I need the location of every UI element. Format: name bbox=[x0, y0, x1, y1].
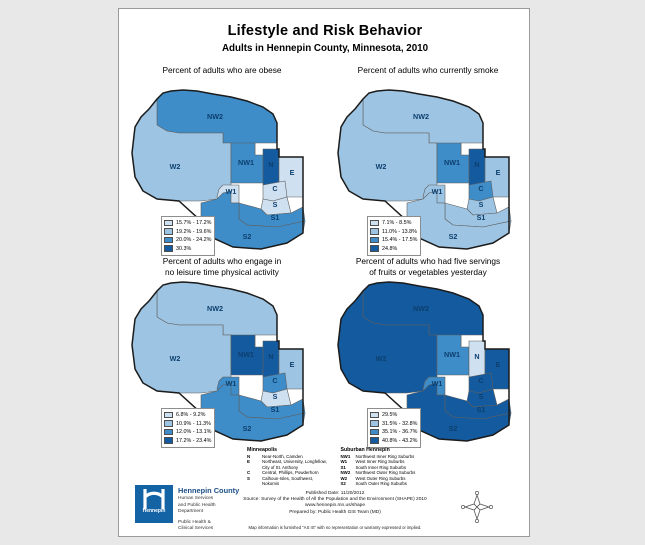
map-regions bbox=[119, 81, 325, 259]
data-source: Source: Survey of the Health of All the Population and the Environment (SHAPE) 2010 bbox=[243, 497, 427, 503]
disclaimer-text: Map information is furnished "AS IS" with no representation or warranty expressed or implied. bbox=[248, 525, 422, 530]
legend-row bbox=[164, 236, 211, 245]
region-label-s1: S1 bbox=[476, 213, 486, 222]
region-label-s: S bbox=[478, 392, 484, 401]
code-key: NW1 bbox=[340, 454, 351, 459]
region-label-c: C bbox=[272, 184, 278, 193]
code-value: Near-North, Camden bbox=[262, 454, 303, 459]
legend-row bbox=[370, 419, 417, 428]
region-label-nw2: NW2 bbox=[207, 304, 223, 313]
region-label-n: N bbox=[474, 160, 480, 169]
choropleth-map bbox=[119, 273, 325, 451]
legend-row bbox=[370, 411, 417, 420]
choropleth-map bbox=[119, 81, 325, 259]
panel-title-line1: Percent of adults who engage in bbox=[162, 256, 282, 266]
region-label-c: C bbox=[272, 376, 278, 385]
legend-label: 12.0% - 13.1% bbox=[176, 429, 212, 436]
legend-swatch bbox=[164, 429, 173, 436]
logo-wordmark: Hennepin bbox=[142, 508, 166, 514]
map-legend bbox=[367, 216, 421, 256]
region-label-nw2: NW2 bbox=[207, 112, 223, 121]
region-label-n: N bbox=[268, 160, 274, 169]
region-label-e: E bbox=[495, 168, 501, 177]
panel-title-line2: of fruits or vegetables yesterday bbox=[369, 266, 487, 277]
region-label-w1: W1 bbox=[225, 379, 237, 388]
legend-swatch bbox=[164, 245, 173, 252]
map-regions bbox=[119, 273, 325, 451]
legend-label: 7.1% - 8.5% bbox=[382, 219, 412, 226]
choropleth-map bbox=[325, 273, 531, 451]
region-label-w2: W2 bbox=[375, 354, 387, 363]
logo-sub-line3: Department bbox=[178, 509, 204, 515]
page-subtitle: Adults in Hennepin County, Minnesota, 2010 bbox=[221, 43, 429, 54]
region-label-e: E bbox=[289, 360, 295, 369]
bridge-icon bbox=[142, 488, 166, 510]
legend-swatch bbox=[164, 420, 173, 427]
map-sheet bbox=[118, 8, 530, 537]
legend-swatch bbox=[370, 220, 379, 227]
legend-row bbox=[370, 244, 417, 253]
legend-swatch bbox=[370, 412, 379, 419]
region-label-s2: S2 bbox=[448, 424, 458, 433]
code-column-heading: Minneapolis bbox=[247, 447, 277, 453]
region-label-w2: W2 bbox=[375, 162, 387, 171]
code-value: West Inner Ring Suburbs bbox=[355, 459, 405, 465]
legend-row bbox=[370, 227, 417, 236]
code-value: West Outer Ring Suburbs bbox=[355, 475, 406, 481]
legend-swatch bbox=[164, 228, 173, 235]
region-label-nw1: NW1 bbox=[238, 158, 254, 167]
legend-label: 31.5% - 32.8% bbox=[382, 420, 418, 427]
code-value: Northwest Inner Ring Suburbs bbox=[355, 454, 415, 459]
code-column bbox=[247, 447, 329, 486]
legend-label: 19.2% - 19.6% bbox=[176, 228, 212, 235]
published-date: Published Date: 11/20/2012 bbox=[305, 491, 365, 496]
legend-row bbox=[370, 219, 417, 228]
legend-label: 11.0% - 13.8% bbox=[382, 228, 417, 235]
region-label-s2: S2 bbox=[448, 232, 458, 241]
legend-row bbox=[370, 236, 417, 245]
region-label-w1: W1 bbox=[431, 187, 443, 196]
region-label-s1: S1 bbox=[476, 405, 486, 414]
legend-swatch bbox=[164, 220, 173, 227]
region-label-s: S bbox=[272, 200, 278, 209]
region-label-w2: W2 bbox=[169, 162, 181, 171]
code-key: C bbox=[247, 470, 251, 476]
region-label-nw1: NW1 bbox=[444, 350, 460, 359]
map-panel-obese bbox=[119, 65, 325, 260]
region-label-s2: S2 bbox=[242, 424, 252, 433]
website-url[interactable]: www.hennepin.mn.us/shape bbox=[305, 503, 365, 509]
code-value: Calhoun-Isles, Southwest, Nokomis bbox=[262, 475, 314, 487]
code-value: South Outer Ring Suburbs bbox=[355, 481, 407, 487]
legend-swatch bbox=[370, 420, 379, 427]
region-label-nw1: NW1 bbox=[444, 158, 460, 167]
map-legend bbox=[161, 216, 215, 256]
panel-title-line1: Percent of adults who had five servings bbox=[355, 256, 501, 266]
page-title: Lifestyle and Risk Behavior bbox=[227, 23, 423, 39]
region-label-s1: S1 bbox=[270, 405, 280, 414]
panel-title-line1: Percent of adults who currently smoke bbox=[357, 65, 499, 75]
panel-title-line2: no leisure time physical activity bbox=[165, 266, 279, 277]
region-label-s2: S2 bbox=[242, 232, 252, 241]
region-label-s1: S1 bbox=[270, 213, 280, 222]
map-regions bbox=[325, 273, 531, 451]
legend-label: 29.5% bbox=[382, 411, 398, 418]
legend-swatch bbox=[370, 237, 379, 244]
map-panel-fruit-veg bbox=[325, 257, 531, 452]
region-label-s: S bbox=[478, 200, 484, 209]
region-label-c: C bbox=[478, 376, 484, 385]
panel-title-line1: Percent of adults who are obese bbox=[162, 65, 282, 75]
compass-rose-icon bbox=[457, 487, 497, 527]
code-column bbox=[341, 447, 423, 486]
region-label-n: N bbox=[268, 352, 274, 361]
legend-swatch bbox=[164, 412, 173, 419]
legend-row bbox=[164, 419, 211, 428]
legend-row bbox=[164, 411, 211, 420]
region-label-c: C bbox=[478, 184, 484, 193]
code-key: S1 bbox=[340, 464, 346, 470]
region-label-s: S bbox=[272, 392, 278, 401]
region-label-w1: W1 bbox=[431, 379, 443, 388]
logo-sub-line2: and Public Health bbox=[178, 502, 216, 508]
code-key: W1 bbox=[340, 459, 348, 465]
code-key: S2 bbox=[340, 481, 346, 487]
legend-label: 30.3% bbox=[176, 245, 192, 252]
map-panel-no-activity bbox=[119, 257, 325, 452]
code-key: E bbox=[247, 459, 250, 465]
legend-swatch bbox=[370, 429, 379, 436]
legend-swatch bbox=[370, 228, 379, 235]
code-column-heading: Suburban Hennepin bbox=[340, 447, 390, 453]
map-regions bbox=[325, 81, 531, 259]
logo-title: Hennepin County bbox=[178, 486, 240, 495]
region-label-nw2: NW2 bbox=[413, 112, 429, 121]
legend-label: 6.8% - 9.2% bbox=[176, 411, 206, 418]
legend-swatch bbox=[370, 245, 379, 252]
region-label-e: E bbox=[289, 168, 295, 177]
region-label-w2: W2 bbox=[169, 354, 181, 363]
code-row bbox=[247, 459, 329, 470]
logo-sub-line1: Human Services bbox=[178, 496, 214, 501]
legend-row bbox=[164, 428, 211, 437]
logo-sub2-line2: Clinical Services bbox=[178, 526, 214, 532]
map-panel-smoke bbox=[325, 65, 531, 260]
choropleth-map bbox=[325, 81, 531, 259]
legend-label: 15.4% - 17.5% bbox=[382, 237, 418, 244]
code-key: W2 bbox=[340, 475, 348, 481]
legend-row bbox=[164, 227, 211, 236]
region-code-legend bbox=[247, 447, 422, 486]
sheet-footer bbox=[119, 441, 531, 537]
code-value: South Inner Ring Suburbs bbox=[355, 464, 407, 470]
legend-label: 17.2% - 23.4% bbox=[176, 437, 212, 444]
code-row bbox=[341, 481, 423, 486]
region-label-nw2: NW2 bbox=[413, 304, 429, 313]
code-value: Central, Phillips, Powderhorn bbox=[262, 470, 319, 476]
legend-label: 20.0% - 24.2% bbox=[176, 237, 212, 244]
legend-label: 24.8% bbox=[382, 245, 398, 252]
code-value: Northeast, University, Longfellow, City of St. Anthony bbox=[262, 459, 327, 470]
legend-row bbox=[370, 428, 417, 437]
legend-row bbox=[164, 219, 211, 228]
code-row bbox=[247, 476, 329, 487]
legend-label: 35.1% - 36.7% bbox=[382, 429, 418, 436]
code-key: S bbox=[247, 475, 250, 481]
code-value: Northwest Outer Ring Suburbs bbox=[355, 470, 416, 476]
region-label-e: E bbox=[495, 360, 501, 369]
region-label-w1: W1 bbox=[225, 187, 237, 196]
legend-swatch bbox=[164, 237, 173, 244]
region-label-n: N bbox=[474, 352, 480, 361]
prepared-by: Prepared by: Public Health GIS Team (MD) bbox=[289, 509, 381, 515]
code-key: NW2 bbox=[340, 470, 351, 476]
code-key: N bbox=[247, 454, 251, 459]
logo-sub2-line1: Public Health & bbox=[178, 519, 211, 525]
legend-label: 10.9% - 11.3% bbox=[176, 420, 211, 427]
legend-label: 40.8% - 43.2% bbox=[382, 437, 418, 444]
legend-label: 15.7% - 17.2% bbox=[176, 219, 212, 226]
logo-mark bbox=[135, 485, 173, 523]
panel-title bbox=[329, 65, 527, 76]
publication-info bbox=[229, 491, 441, 516]
legend-row bbox=[164, 244, 211, 253]
region-label-nw1: NW1 bbox=[238, 350, 254, 359]
panel-title bbox=[123, 65, 321, 76]
